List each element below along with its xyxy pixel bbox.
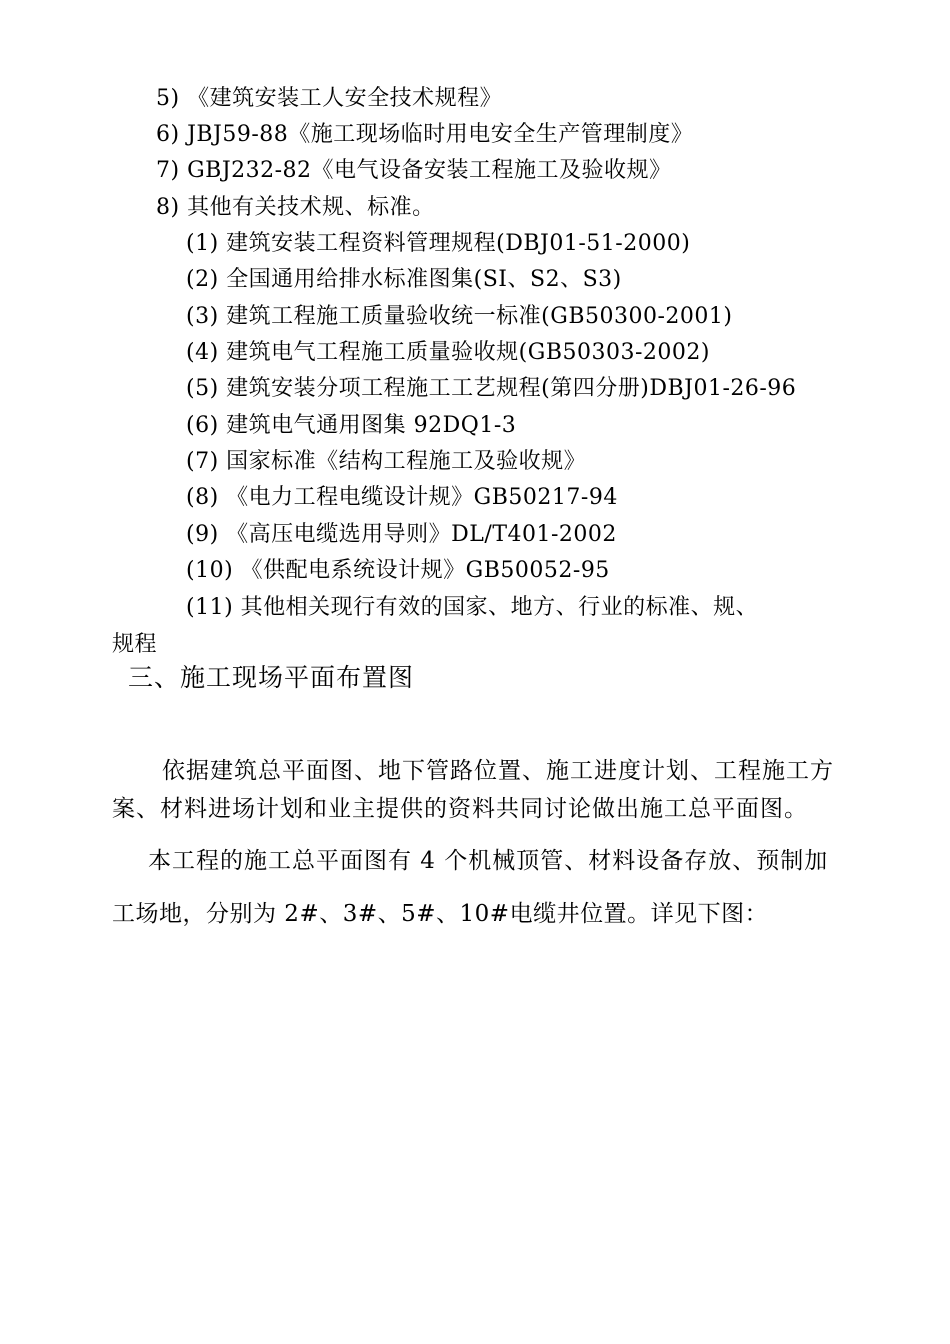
sub-item-7: (7) 国家标准《结构工程施工及验收规》 <box>186 449 587 474</box>
list-item-7: 7) GBJ232-82《电气设备安装工程施工及验收规》 <box>156 158 672 183</box>
paragraph-1-line-2: 案、材料进场计划和业主提供的资料共同讨论做出施工总平面图。 <box>112 796 808 822</box>
sub-item-1: (1) 建筑安装工程资料管理规程(DBJ01-51-2000) <box>186 231 691 256</box>
sub-item-11-continuation: 规程 <box>112 632 158 657</box>
section-heading: 三、施工现场平面布置图 <box>128 663 415 692</box>
sub-item-10: (10) 《供配电系统设计规》GB50052-95 <box>186 558 610 583</box>
sub-item-6: (6) 建筑电气通用图集 92DQ1-3 <box>186 413 517 438</box>
sub-item-3: (3) 建筑工程施工质量验收统一标准(GB50300-2001) <box>186 304 733 329</box>
sub-item-9: (9) 《高压电缆选用导则》DL/T401-2002 <box>186 522 617 547</box>
list-item-8: 8) 其他有关技术规、标准。 <box>156 195 435 220</box>
sub-item-5: (5) 建筑安装分项工程施工工艺规程(第四分册)DBJ01-26-96 <box>186 376 797 401</box>
paragraph-1-line-1: 依据建筑总平面图、地下管路位置、施工进度计划、工程施工方 <box>162 758 834 784</box>
sub-item-8: (8) 《电力工程电缆设计规》GB50217-94 <box>186 485 618 510</box>
sub-item-11: (11) 其他相关现行有效的国家、地方、行业的标准、规、 <box>186 595 759 620</box>
sub-item-2: (2) 全国通用给排水标准图集(SI、S2、S3) <box>186 267 622 292</box>
list-item-5: 5) 《建筑安装工人安全技术规程》 <box>156 86 503 111</box>
list-item-6: 6) JBJ59-88《施工现场临时用电安全生产管理制度》 <box>156 122 694 147</box>
sub-item-4: (4) 建筑电气工程施工质量验收规(GB50303-2002) <box>186 340 710 365</box>
paragraph-2-line-2: 工场地，分别为 2#、3#、5#、10#电缆井位置。详见下图： <box>112 901 769 927</box>
paragraph-2-line-1: 本工程的施工总平面图有 4 个机械顶管、材料设备存放、预制加 <box>148 848 829 874</box>
